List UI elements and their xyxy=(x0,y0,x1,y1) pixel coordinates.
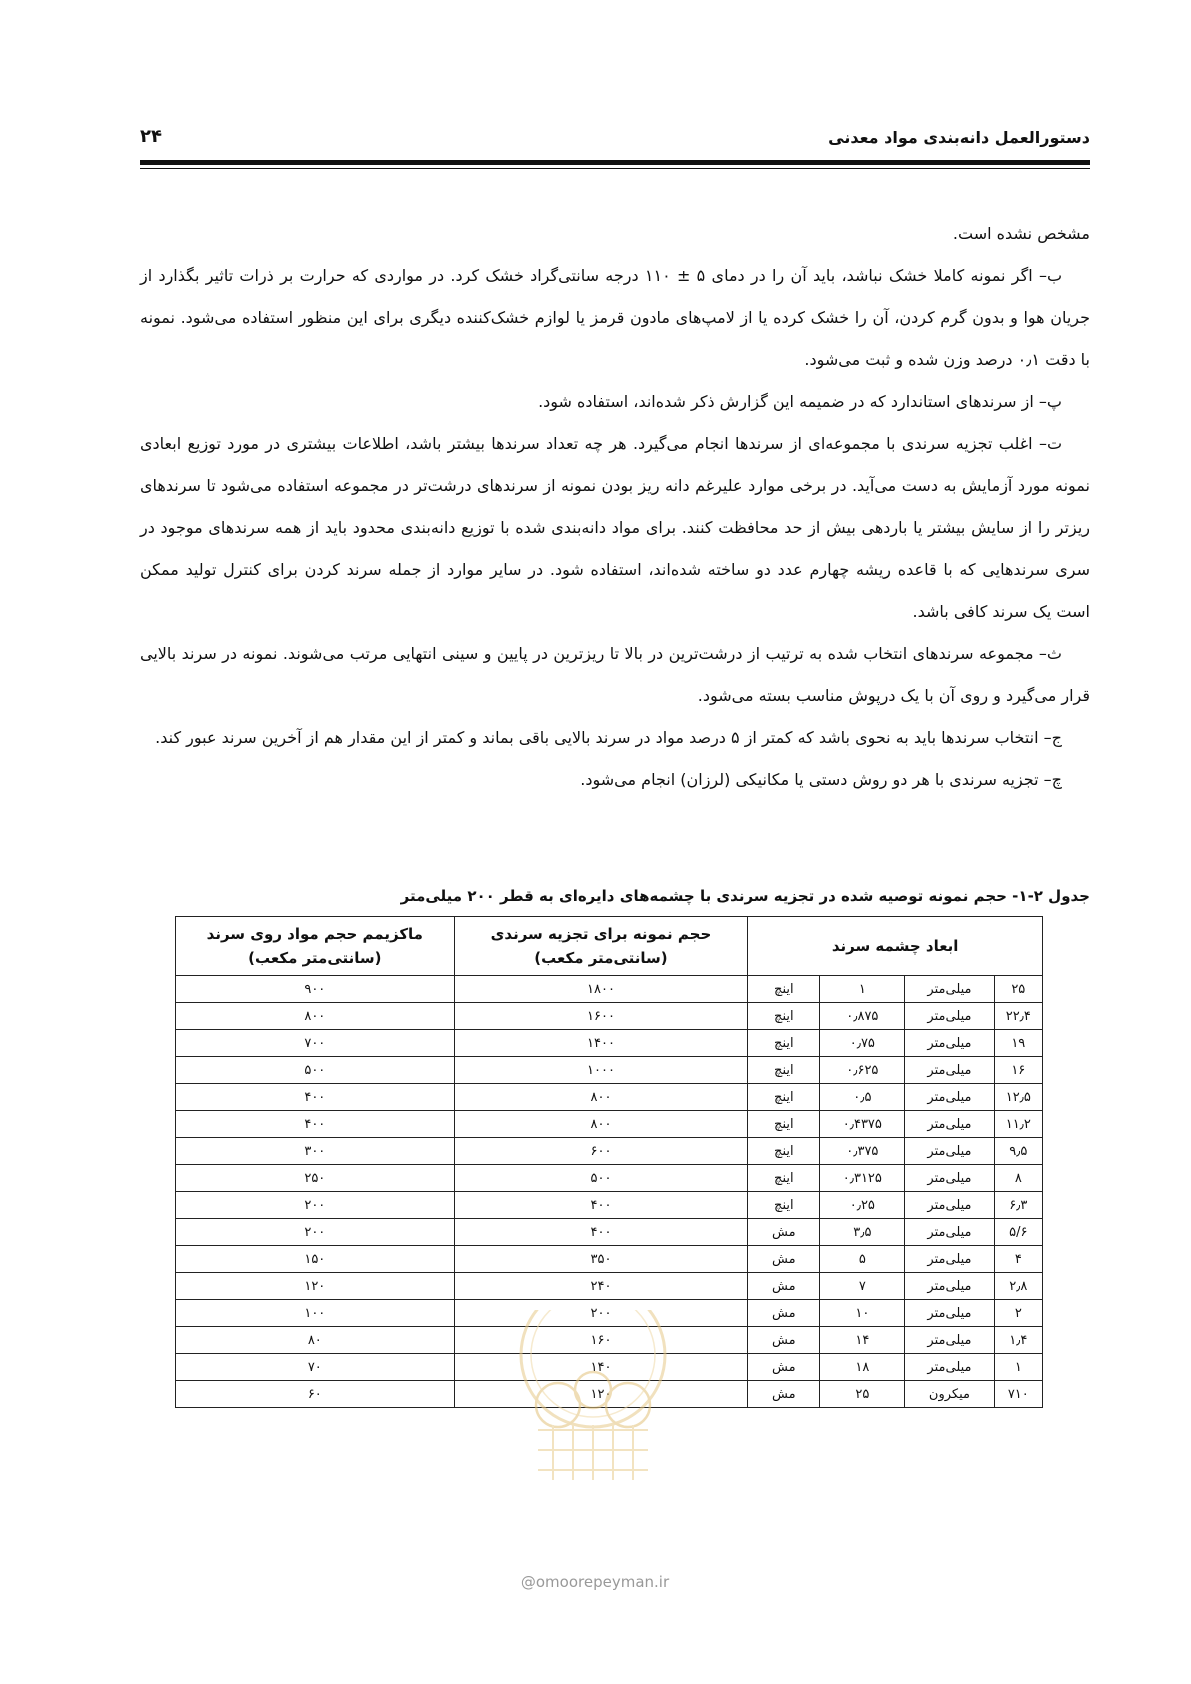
cell-unit: میلی‌متر xyxy=(905,1165,994,1192)
cell-size: ۷۱۰ xyxy=(994,1381,1042,1408)
cell-max: ۱۲۰ xyxy=(176,1273,455,1300)
page-number: ۲۴ xyxy=(140,126,162,147)
cell-alt-unit: مش xyxy=(748,1219,820,1246)
cell-max: ۷۰ xyxy=(176,1354,455,1381)
table-row xyxy=(176,1192,1043,1219)
cell-size: ۵/۶ xyxy=(994,1219,1042,1246)
table-row xyxy=(176,1111,1043,1138)
cell-alt-unit: مش xyxy=(748,1327,820,1354)
cell-alt-unit: مش xyxy=(748,1246,820,1273)
watermark-ring xyxy=(521,1310,665,1427)
at-icon: @ xyxy=(520,1573,536,1591)
cell-alt: ۱۴ xyxy=(820,1327,905,1354)
paragraph: پ– از سرندهای استاندارد که در ضمیمه این گزارش ذکر شده‌اند، استفاده شود. xyxy=(538,392,1062,411)
header-rule-thick xyxy=(140,160,1090,165)
cell-unit: میکرون xyxy=(905,1381,994,1408)
paragraph: ت– اغلب تجزیه سرندی با مجموعه‌ای از سرندها انجام می‌گیرد. هر چه تعداد سرندها بیشتر باشد، اطلاعات بیشتری در مورد توزیع ابعادی نمونه مورد آزمایش به دست می‌آید. در برخی موارد علیرغم دانه ریز بودن نمونه از سرندهای درشت‌تر در مجموعه استفاده می‌شود تا سرندهای ریزتر را از سایش بیشتر یا باردهی بیش از حد محافظت کنند. برای مواد دانه‌بندی شده با توزیع دانه‌بندی محدود باید از همه سرندهای موجود در سری سرندهایی که با قاعده ریشه چهارم عدد دو ساخته شده‌اند، استفاده شود. در سایر موارد از جمله سرند کردن برای کنترل تولید ممکن است یک سرند کافی باشد. xyxy=(140,434,1090,621)
cell-alt-unit: مش xyxy=(748,1273,820,1300)
table-row xyxy=(176,1246,1043,1273)
cell-size: ۴ xyxy=(994,1246,1042,1273)
cell-unit: میلی‌متر xyxy=(905,1273,994,1300)
paragraph: چ– تجزیه سرندی با هر دو روش دستی یا مکانیکی (لرزان) انجام می‌شود. xyxy=(580,770,1062,789)
cell-alt: ۰٫۳۱۲۵ xyxy=(820,1165,905,1192)
table-row xyxy=(176,1003,1043,1030)
cell-alt: ۰٫۴۳۷۵ xyxy=(820,1111,905,1138)
header-sample-volume xyxy=(454,917,748,976)
grid-icon xyxy=(538,1425,648,1480)
cell-size: ۸ xyxy=(994,1165,1042,1192)
paragraph: مشخص نشده است. xyxy=(952,224,1090,243)
cell-unit: میلی‌متر xyxy=(905,1354,994,1381)
cell-max: ۲۰۰ xyxy=(176,1219,455,1246)
cell-sample: ۱۰۰۰ xyxy=(454,1057,748,1084)
cell-sample: ۸۰۰ xyxy=(454,1084,748,1111)
cell-alt-unit: مش xyxy=(748,1300,820,1327)
cell-sample: ۱۴۰۰ xyxy=(454,1030,748,1057)
cell-sample: ۱۶۰۰ xyxy=(454,1003,748,1030)
cell-alt: ۱ xyxy=(820,976,905,1003)
table-caption: جدول ۲-۱- حجم نمونه توصیه شده در تجزیه سرندی با چشمه‌های دایره‌ای به قطر ۲۰۰ میلی‌متر xyxy=(400,887,1090,905)
cell-sample: ۲۰۰ xyxy=(454,1300,748,1327)
cell-sample: ۴۰۰ xyxy=(454,1192,748,1219)
paragraph: ج– انتخاب سرندها باید به نحوی باشد که کمتر از ۵ درصد مواد در سرند بالایی باقی بماند و کمتر از این مقدار هم از آخرین سرند عبور کند. xyxy=(155,728,1062,747)
cell-unit: میلی‌متر xyxy=(905,1057,994,1084)
cell-size: ۱۱٫۲ xyxy=(994,1111,1042,1138)
table-row xyxy=(176,1084,1043,1111)
table-row xyxy=(176,976,1043,1003)
cell-sample: ۵۰۰ xyxy=(454,1165,748,1192)
cell-sample: ۶۰۰ xyxy=(454,1138,748,1165)
cell-max: ۹۰۰ xyxy=(176,976,455,1003)
table-header-row xyxy=(176,917,1043,976)
cell-unit: میلی‌متر xyxy=(905,976,994,1003)
cell-unit: میلی‌متر xyxy=(905,1219,994,1246)
cell-unit: میلی‌متر xyxy=(905,1300,994,1327)
table-row xyxy=(176,1219,1043,1246)
body-text xyxy=(140,213,1090,801)
cell-sample: ۴۰۰ xyxy=(454,1219,748,1246)
cell-size: ۲ xyxy=(994,1300,1042,1327)
footer-url xyxy=(475,1573,715,1591)
cell-size: ۶٫۳ xyxy=(994,1192,1042,1219)
cell-max: ۲۰۰ xyxy=(176,1192,455,1219)
cell-alt-unit: اینچ xyxy=(748,1111,820,1138)
cell-max: ۵۰۰ xyxy=(176,1057,455,1084)
cell-sample: ۲۴۰ xyxy=(454,1273,748,1300)
cell-alt: ۵ xyxy=(820,1246,905,1273)
cell-size: ۲٫۸ xyxy=(994,1273,1042,1300)
cell-alt-unit: اینچ xyxy=(748,1192,820,1219)
cell-alt-unit: اینچ xyxy=(748,1003,820,1030)
cell-size: ۱٫۴ xyxy=(994,1327,1042,1354)
cell-sample: ۱۶۰ xyxy=(454,1327,748,1354)
watermark-logo xyxy=(458,1310,728,1485)
header-title: دستورالعمل دانه‌بندی مواد معدنی xyxy=(828,128,1090,147)
page-header xyxy=(140,128,1090,156)
cell-alt: ۰٫۳۷۵ xyxy=(820,1138,905,1165)
cell-max: ۶۰ xyxy=(176,1381,455,1408)
cell-unit: میلی‌متر xyxy=(905,1138,994,1165)
table-row xyxy=(176,1165,1043,1192)
cell-max: ۴۰۰ xyxy=(176,1111,455,1138)
cell-max: ۷۰۰ xyxy=(176,1030,455,1057)
cell-alt-unit: اینچ xyxy=(748,1084,820,1111)
cell-alt: ۰٫۶۲۵ xyxy=(820,1057,905,1084)
cell-max: ۸۰۰ xyxy=(176,1003,455,1030)
cell-size: ۲۲٫۴ xyxy=(994,1003,1042,1030)
cell-alt: ۷ xyxy=(820,1273,905,1300)
cell-alt-unit: اینچ xyxy=(748,976,820,1003)
watermark-inner-ring xyxy=(531,1310,655,1417)
cell-sample: ۸۰۰ xyxy=(454,1111,748,1138)
table-row xyxy=(176,1030,1043,1057)
cell-alt-unit: اینچ xyxy=(748,1138,820,1165)
cell-unit: میلی‌متر xyxy=(905,1111,994,1138)
cell-unit: میلی‌متر xyxy=(905,1084,994,1111)
header-max-volume xyxy=(176,917,455,976)
cell-alt: ۰٫۵ xyxy=(820,1084,905,1111)
cell-alt: ۲۵ xyxy=(820,1381,905,1408)
cell-size: ۱۶ xyxy=(994,1057,1042,1084)
cell-sample: ۱۸۰۰ xyxy=(454,976,748,1003)
cell-sample: ۱۲۰ xyxy=(454,1381,748,1408)
cell-alt-unit: مش xyxy=(748,1354,820,1381)
cell-max: ۳۰۰ xyxy=(176,1138,455,1165)
cell-unit: میلی‌متر xyxy=(905,1192,994,1219)
header-sample-volume-line1: حجم نمونه برای تجزیه سرندی xyxy=(490,925,712,943)
cell-alt: ۱۰ xyxy=(820,1300,905,1327)
cell-max: ۱۵۰ xyxy=(176,1246,455,1273)
cell-size: ۲۵ xyxy=(994,976,1042,1003)
header-rule-thin xyxy=(140,168,1090,169)
cell-size: ۹٫۵ xyxy=(994,1138,1042,1165)
footer-url-text: omoorepeyman.ir xyxy=(535,1573,670,1591)
cell-max: ۸۰ xyxy=(176,1327,455,1354)
cell-size: ۱۹ xyxy=(994,1030,1042,1057)
header-max-volume-line1: ماکزیمم حجم مواد روی سرند xyxy=(206,925,423,943)
cell-max: ۱۰۰ xyxy=(176,1300,455,1327)
cell-alt: ۱۸ xyxy=(820,1354,905,1381)
header-sample-volume-line2: (سانتی‌متر مکعب) xyxy=(534,949,668,967)
table-row xyxy=(176,1273,1043,1300)
cell-alt-unit: اینچ xyxy=(748,1165,820,1192)
cell-alt-unit: مش xyxy=(748,1381,820,1408)
gear-icon xyxy=(536,1372,650,1427)
cell-unit: میلی‌متر xyxy=(905,1327,994,1354)
cell-sample: ۳۵۰ xyxy=(454,1246,748,1273)
cell-sample: ۱۴۰ xyxy=(454,1354,748,1381)
cell-alt: ۳٫۵ xyxy=(820,1219,905,1246)
cell-unit: میلی‌متر xyxy=(905,1246,994,1273)
cell-size: ۱۲٫۵ xyxy=(994,1084,1042,1111)
header-max-volume-line2: (سانتی‌متر مکعب) xyxy=(248,949,382,967)
cell-alt: ۰٫۲۵ xyxy=(820,1192,905,1219)
cell-alt-unit: اینچ xyxy=(748,1057,820,1084)
cell-alt: ۰٫۸۷۵ xyxy=(820,1003,905,1030)
cell-max: ۲۵۰ xyxy=(176,1165,455,1192)
table-row xyxy=(176,1057,1043,1084)
cell-unit: میلی‌متر xyxy=(905,1003,994,1030)
cell-alt: ۰٫۷۵ xyxy=(820,1030,905,1057)
paragraph: ب– اگر نمونه کاملا خشک نباشد، باید آن را در دمای ۵ ± ۱۱۰ درجه سانتی‌گراد خشک کرد. در مواردی که حرارت بر ذرات تاثیر بگذارد از جریان هوا و بدون گرم کردن، آن را خشک کرده یا از لامپ‌های مادون قرمز یا لوازم خشک‌کننده دیگری برای این منظور استفاده می‌شود. نمونه با دقت ۰٫۱ درصد وزن شده و ثبت می‌شود. xyxy=(140,266,1090,369)
table-row xyxy=(176,1138,1043,1165)
cell-unit: میلی‌متر xyxy=(905,1030,994,1057)
cell-max: ۴۰۰ xyxy=(176,1084,455,1111)
cell-size: ۱ xyxy=(994,1354,1042,1381)
cell-alt-unit: اینچ xyxy=(748,1030,820,1057)
header-aperture: ابعاد چشمه سرند xyxy=(748,917,1043,976)
paragraph: ث– مجموعه سرندهای انتخاب شده به ترتیب از درشت‌ترین در بالا تا ریزترین در پایین و سینی انتهایی مرتب می‌شوند. نمونه در سرند بالایی قرار می‌گیرد و روی آن با یک درپوش مناسب بسته می‌شود. xyxy=(140,644,1090,705)
